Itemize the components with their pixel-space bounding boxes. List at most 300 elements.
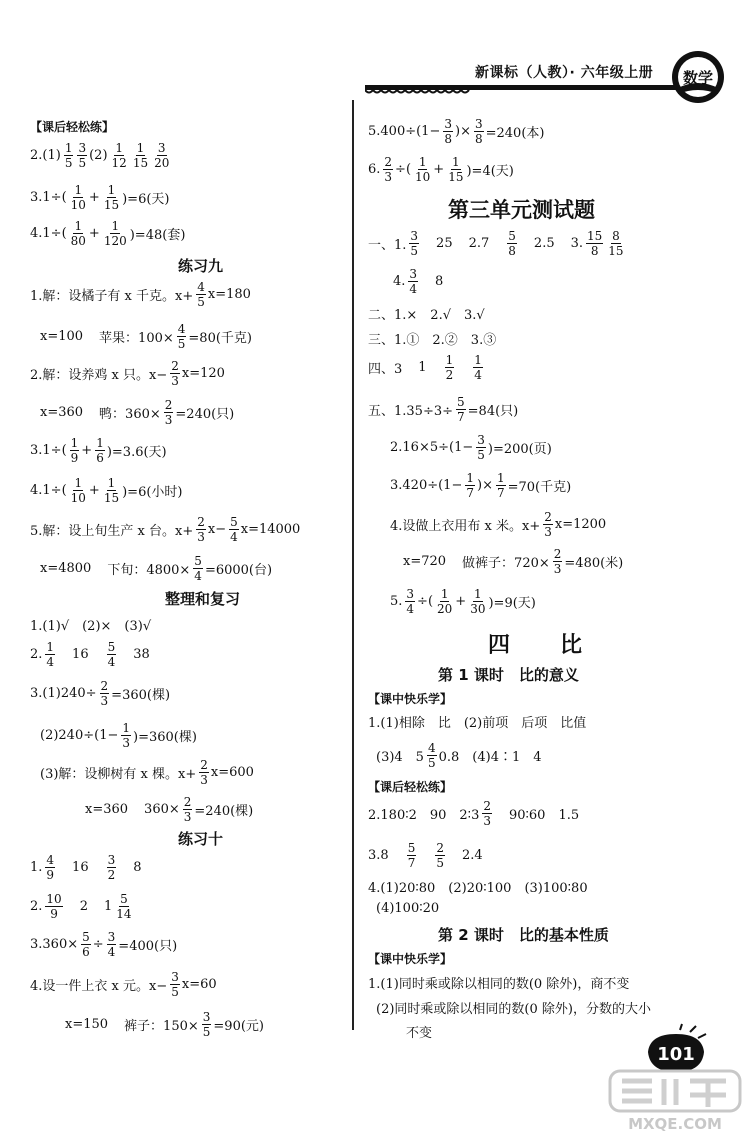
math-logo-icon xyxy=(664,48,732,106)
denominator: 14 xyxy=(116,907,132,921)
fraction xyxy=(107,641,117,668)
numerator: 5 xyxy=(107,640,116,654)
denominator: 10 xyxy=(415,170,431,184)
numerator: 15 xyxy=(587,229,603,243)
fraction xyxy=(81,931,91,958)
fraction xyxy=(70,477,87,504)
math-text: 0.8 (4)4∶1 4 xyxy=(438,750,542,765)
math-text: 1 xyxy=(103,899,113,914)
math-text: x− xyxy=(207,522,227,537)
fraction xyxy=(436,588,453,615)
math-text: ÷( xyxy=(417,594,434,609)
denominator: 10 xyxy=(70,491,86,505)
numerator: 2 xyxy=(183,795,192,809)
numerator: 3 xyxy=(410,229,419,243)
denominator: 4 xyxy=(194,569,202,583)
math-text: =6000(台) xyxy=(204,563,273,578)
denominator: 2 xyxy=(445,368,454,382)
numerator: 1 xyxy=(474,353,482,367)
math-text: =70(千克) xyxy=(507,480,572,495)
math-text: =360(棵) xyxy=(111,688,171,703)
math-text: 鸭：360× xyxy=(99,407,161,422)
math-text: )=200(页) xyxy=(487,442,552,457)
denominator: 4 xyxy=(230,530,238,544)
numerator: 3 xyxy=(406,587,415,601)
numerator: 1 xyxy=(445,353,454,367)
denominator: 15 xyxy=(103,198,120,212)
math-text: x=180 xyxy=(207,287,251,302)
math-text: 4.1÷( xyxy=(30,483,67,498)
numerator: 1 xyxy=(111,219,120,233)
math-text: 2.5 xyxy=(533,236,555,251)
numerator: 3 xyxy=(477,433,485,447)
answer-line xyxy=(30,220,186,247)
numerator: 3 xyxy=(409,267,418,281)
math-text: x=1200 xyxy=(554,517,607,532)
fraction xyxy=(45,854,55,881)
numerator: 2 xyxy=(100,679,109,693)
fraction xyxy=(70,220,87,247)
math-text: )× xyxy=(455,124,471,139)
numerator: 3 xyxy=(78,141,87,155)
denominator: 30 xyxy=(470,602,486,616)
fraction xyxy=(70,437,80,464)
math-text: =240(只) xyxy=(175,407,235,422)
fraction xyxy=(45,893,62,920)
denominator: 8 xyxy=(508,244,516,258)
chapter-title: 四 比 xyxy=(488,633,597,658)
denominator: 5 xyxy=(177,337,186,351)
fraction xyxy=(456,396,466,423)
math-text: 2.180∶2 90 2∶3 xyxy=(368,808,480,823)
math-text: =240(棵) xyxy=(194,804,254,819)
numerator: 1 xyxy=(466,471,474,485)
answer-line xyxy=(368,118,545,145)
math-text: =90(元) xyxy=(213,1019,264,1034)
math-text: (3)解：设柳树有 x 棵。x+ xyxy=(40,767,197,782)
answer-line xyxy=(368,396,519,423)
page-number: 101 xyxy=(657,1044,695,1065)
denominator: 5 xyxy=(64,156,73,170)
math-text: x=150 xyxy=(65,1017,109,1032)
fraction xyxy=(407,842,417,869)
math-text: 16 xyxy=(72,647,89,662)
fraction xyxy=(45,641,55,668)
numerator: 1 xyxy=(440,587,449,601)
math-text: x=120 xyxy=(181,366,225,381)
math-text: + xyxy=(455,594,467,609)
math-text: + xyxy=(88,190,100,205)
fraction xyxy=(465,472,475,499)
answer-line: (4)100∶20 xyxy=(376,901,440,916)
answer-line: 1.(1)相除 比 (2)前项 后项 比值 xyxy=(368,716,587,731)
fraction xyxy=(100,680,110,707)
denominator: 5 xyxy=(410,244,419,258)
numerator: 2 xyxy=(553,547,562,561)
math-text: 3.1÷( xyxy=(30,443,67,458)
math-text: 3.360× xyxy=(30,937,79,952)
math-text: 裤子：150× xyxy=(124,1019,199,1034)
denominator: 3 xyxy=(200,773,208,787)
math-text: =480(米) xyxy=(564,556,624,571)
answer-line: 1.(1)同时乘或除以相同的数(0 除外)，商不变 xyxy=(368,977,630,992)
fraction xyxy=(202,1011,212,1038)
fraction xyxy=(193,555,203,582)
denominator: 5 xyxy=(427,756,436,770)
section-tag: 【课中快乐学】 xyxy=(368,692,453,706)
math-text: 四、3 xyxy=(368,362,403,377)
answer-line xyxy=(403,548,624,575)
answer-line xyxy=(390,472,572,499)
answer-line xyxy=(85,796,254,823)
numerator: 4 xyxy=(197,280,205,294)
answer-line xyxy=(368,156,515,183)
answer-line: 不变 xyxy=(406,1026,433,1041)
answer-line xyxy=(30,893,135,920)
math-text: 3.8 xyxy=(368,848,389,863)
denominator: 9 xyxy=(50,907,58,921)
denominator: 20 xyxy=(437,602,453,616)
answer-line xyxy=(40,759,255,786)
numerator: 2 xyxy=(197,515,205,529)
numerator: 8 xyxy=(612,229,620,243)
denominator: 5 xyxy=(78,156,87,170)
answer-line xyxy=(30,360,226,387)
fraction xyxy=(107,931,117,958)
fraction xyxy=(447,156,464,183)
answer-line: (2)同时乘或除以相同的数(0 除外)，分数的大小 xyxy=(376,1002,651,1017)
math-text: 1.解：设橘子有 x 千克。x+ xyxy=(30,289,194,304)
numerator: 1 xyxy=(452,155,460,169)
numerator: 1 xyxy=(74,476,83,490)
denominator: 15 xyxy=(132,156,149,170)
answer-line xyxy=(390,434,553,461)
math-text: 一、1. xyxy=(368,238,407,253)
denominator: 15 xyxy=(103,491,120,505)
denominator: 8 xyxy=(590,244,599,258)
math-text: 2.解：设养鸡 x 只。x− xyxy=(30,368,168,383)
fraction xyxy=(103,184,120,211)
fraction xyxy=(443,118,453,145)
numerator: 1 xyxy=(136,141,145,155)
math-text: )=48(套) xyxy=(129,228,186,243)
denominator: 3 xyxy=(100,694,109,708)
math-text: 2.4 xyxy=(461,848,483,863)
math-text: 5. xyxy=(390,594,403,609)
numerator: 3 xyxy=(202,1010,211,1024)
section-title: 练习九 xyxy=(178,257,224,275)
fraction xyxy=(496,472,506,499)
math-text: x=720 xyxy=(403,554,447,569)
answer-line xyxy=(30,931,178,958)
math-text: 8 xyxy=(133,860,142,875)
fraction xyxy=(408,268,418,295)
numerator: 1 xyxy=(107,476,116,490)
answer-line xyxy=(390,588,537,615)
fraction xyxy=(183,796,193,823)
answer-line xyxy=(30,281,252,308)
math-text: =84(只) xyxy=(467,404,519,419)
fraction xyxy=(474,118,484,145)
answer-line: 二、1.× 2.√ 3.√ xyxy=(368,308,485,323)
answer-line xyxy=(30,437,168,464)
denominator: 4 xyxy=(406,602,415,616)
watermark-logo xyxy=(600,1065,750,1135)
section-title: 整理和复习 xyxy=(165,590,241,608)
numerator: 3 xyxy=(157,141,166,155)
numerator: 1 xyxy=(46,640,55,654)
math-text: =240(本) xyxy=(485,126,545,141)
fraction xyxy=(103,477,120,504)
math-text: (2) xyxy=(89,148,108,163)
math-text: 2.(1) xyxy=(30,148,61,163)
numerator: 1 xyxy=(418,155,427,169)
fraction xyxy=(476,434,486,461)
math-text: 5.400÷(1− xyxy=(368,124,441,139)
denominator: 7 xyxy=(466,486,474,500)
denominator: 7 xyxy=(496,486,505,500)
denominator: 12 xyxy=(111,156,127,170)
fraction xyxy=(77,142,87,169)
denominator: 80 xyxy=(70,234,86,248)
numerator: 2 xyxy=(384,155,393,169)
denominator: 15 xyxy=(608,244,624,258)
numerator: 3 xyxy=(171,970,179,984)
denominator: 4 xyxy=(107,945,116,959)
math-text: 8 xyxy=(435,274,444,289)
numerator: 1 xyxy=(107,183,116,197)
denominator: 3 xyxy=(122,736,130,750)
fraction xyxy=(177,323,187,350)
denominator: 4 xyxy=(107,655,116,669)
answer-line xyxy=(368,354,485,381)
numerator: 2 xyxy=(436,841,444,855)
fraction xyxy=(469,588,486,615)
fraction xyxy=(445,354,455,381)
math-text: 2.7 xyxy=(468,236,490,251)
math-text: 1 xyxy=(418,360,427,375)
denominator: 3 xyxy=(197,530,205,544)
section-tag: 【课中快乐学】 xyxy=(368,952,453,966)
fraction xyxy=(64,142,74,169)
math-text: 3.1÷( xyxy=(30,190,67,205)
answer-line xyxy=(30,854,143,881)
numerator: 1 xyxy=(74,219,83,233)
answer-line xyxy=(40,555,273,582)
numerator: 1 xyxy=(64,141,73,155)
math-text: 90∶60 1.5 xyxy=(508,808,580,823)
answer-line xyxy=(30,477,184,504)
fraction xyxy=(170,971,180,998)
lesson-title: 第 1 课时 比的意义 xyxy=(438,666,579,684)
math-text: 4. xyxy=(393,274,406,289)
fraction xyxy=(405,588,415,615)
math-text: 5.解：设上旬生产 x 台。x+ xyxy=(30,524,194,539)
math-text: x=600 xyxy=(210,765,254,780)
numerator: 1 xyxy=(122,721,130,735)
math-text: 苹果：100× xyxy=(99,331,174,346)
answer-line xyxy=(393,268,444,295)
fraction xyxy=(111,142,128,169)
answer-line xyxy=(30,971,218,998)
fraction xyxy=(199,759,209,786)
numerator: 1 xyxy=(496,471,505,485)
math-text: x=60 xyxy=(181,977,217,992)
answer-line xyxy=(30,142,172,169)
fraction xyxy=(121,722,131,749)
denominator: 120 xyxy=(103,234,127,248)
denominator: 9 xyxy=(46,868,55,882)
fraction xyxy=(164,399,174,426)
denominator: 5 xyxy=(171,985,179,999)
numerator: 5 xyxy=(230,515,238,529)
fraction xyxy=(507,230,517,257)
fraction xyxy=(427,742,437,769)
math-text: 4.1÷( xyxy=(30,226,67,241)
answer-line xyxy=(40,722,198,749)
fraction xyxy=(107,854,117,881)
denominator: 3 xyxy=(171,374,179,388)
answer-line xyxy=(30,184,171,211)
math-text: )=4(天) xyxy=(466,164,514,179)
math-text: ÷( xyxy=(395,162,412,177)
denominator: 3 xyxy=(183,810,192,824)
math-text: 360× xyxy=(144,802,180,817)
denominator: 3 xyxy=(384,170,393,184)
denominator: 8 xyxy=(444,132,452,146)
math-text: + xyxy=(88,483,100,498)
math-text: + xyxy=(88,226,100,241)
denominator: 7 xyxy=(407,856,416,870)
math-text: 25 xyxy=(436,236,453,251)
numerator: 1 xyxy=(474,587,482,601)
numerator: 5 xyxy=(82,930,90,944)
column-divider xyxy=(352,100,354,1030)
numerator: 1 xyxy=(74,183,83,197)
denominator: 3 xyxy=(483,814,491,828)
math-text: 2. xyxy=(30,899,43,914)
section-title: 练习十 xyxy=(178,830,224,848)
math-text: 4.设一件上衣 x 元。x− xyxy=(30,979,168,994)
answer-line xyxy=(368,842,484,869)
fraction xyxy=(115,893,132,920)
numerator: 2 xyxy=(164,398,173,412)
math-text: 4.设做上衣用布 x 米。x+ xyxy=(390,519,541,534)
math-text: x=14000 xyxy=(240,522,301,537)
numerator: 1 xyxy=(115,141,123,155)
math-text: =80(千克) xyxy=(188,331,252,346)
header-title: 新课标（人教）· 六年级上册 xyxy=(475,65,654,81)
answer-line xyxy=(30,641,151,668)
denominator: 8 xyxy=(474,132,483,146)
fraction xyxy=(103,220,128,247)
fraction xyxy=(482,800,492,827)
denominator: 6 xyxy=(96,451,104,465)
lesson-title: 第 2 课时 比的基本性质 xyxy=(438,926,609,944)
answer-line: 三、1.① 2.② 3.③ xyxy=(368,333,497,348)
numerator: 2 xyxy=(544,510,552,524)
numerator: 5 xyxy=(508,229,516,243)
denominator: 5 xyxy=(202,1025,211,1039)
denominator: 3 xyxy=(553,562,562,576)
fraction xyxy=(95,437,105,464)
header-decorative-bar xyxy=(365,85,685,95)
numerator: 10 xyxy=(46,892,62,906)
math-text: 下旬：4800× xyxy=(107,563,191,578)
numerator: 1 xyxy=(96,436,104,450)
math-text: 五、1.35÷3÷ xyxy=(368,404,454,419)
fraction xyxy=(543,511,553,538)
fraction xyxy=(132,142,149,169)
numerator: 1 xyxy=(70,436,79,450)
numerator: 2 xyxy=(200,758,208,772)
fraction xyxy=(409,230,419,257)
math-text: )× xyxy=(477,478,493,493)
math-text: 16 xyxy=(72,860,89,875)
math-text: 3. xyxy=(570,236,584,251)
numerator: 5 xyxy=(194,554,202,568)
answer-line xyxy=(40,323,253,350)
math-text: x=360 xyxy=(40,405,84,420)
math-text: 做裤子：720× xyxy=(462,556,550,571)
numerator: 3 xyxy=(444,117,452,131)
fraction xyxy=(435,842,445,869)
fraction xyxy=(586,230,603,257)
math-text: 2.16×5÷(1− xyxy=(390,440,474,455)
math-text: )=6(天) xyxy=(122,192,170,207)
math-text: ÷ xyxy=(92,937,104,952)
math-text: )=360(棵) xyxy=(133,730,197,745)
math-text: )=6(小时) xyxy=(122,485,183,500)
math-text: + xyxy=(81,443,93,458)
math-text: x=360 xyxy=(85,802,129,817)
answer-line xyxy=(40,399,235,426)
fraction xyxy=(70,184,87,211)
denominator: 20 xyxy=(154,156,170,170)
math-text: 3.420÷(1− xyxy=(390,478,463,493)
fraction xyxy=(607,230,624,257)
numerator: 5 xyxy=(120,892,128,906)
math-text: 6. xyxy=(368,162,381,177)
numerator: 4 xyxy=(177,322,186,336)
denominator: 9 xyxy=(70,451,79,465)
fraction xyxy=(229,516,239,543)
section-tag: 【课后轻松练】 xyxy=(30,120,115,134)
answer-line xyxy=(30,680,171,707)
denominator: 4 xyxy=(409,282,418,296)
numerator: 5 xyxy=(457,395,465,409)
math-text: )=3.6(天) xyxy=(106,445,167,460)
fraction xyxy=(553,548,563,575)
watermark-text: MXQE.COM xyxy=(628,1115,722,1133)
math-text: )=9(天) xyxy=(488,596,536,611)
unit-test-title: 第三单元测试题 xyxy=(448,198,595,222)
answer-line xyxy=(390,511,607,538)
math-text: x=100 xyxy=(40,329,84,344)
fraction xyxy=(153,142,170,169)
numerator: 3 xyxy=(107,853,116,867)
numerator: 5 xyxy=(407,841,416,855)
section-tag: 【课后轻松练】 xyxy=(368,780,453,794)
math-text: 1. xyxy=(30,860,43,875)
math-text: =400(只) xyxy=(118,939,178,954)
math-text: 3.(1)240÷ xyxy=(30,686,97,701)
denominator: 3 xyxy=(164,413,173,427)
denominator: 5 xyxy=(436,856,444,870)
denominator: 3 xyxy=(544,525,552,539)
denominator: 5 xyxy=(477,448,485,462)
fraction xyxy=(383,156,393,183)
